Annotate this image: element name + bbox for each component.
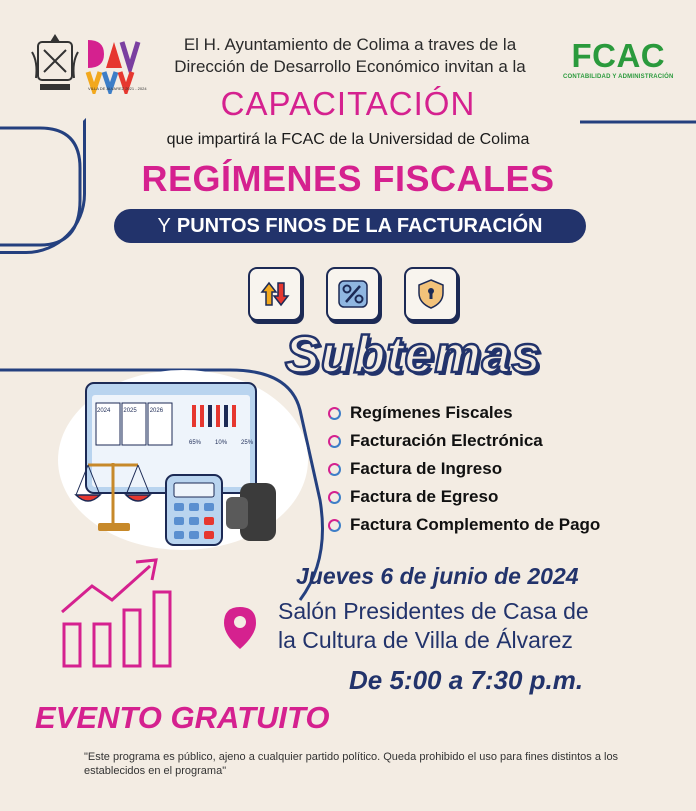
shield-icon	[404, 267, 458, 321]
finance-illustration	[58, 375, 308, 550]
updown-arrows-icon	[248, 267, 302, 321]
growth-chart-icon	[60, 552, 185, 670]
event-type: CAPACITACIÓN	[220, 85, 476, 122]
list-item: Facturación Electrónica	[328, 428, 600, 456]
subtemas-list	[328, 400, 600, 540]
year-label: 2025	[123, 408, 137, 414]
subtemas-heading: Subtemas	[285, 326, 542, 384]
fcac-logo	[563, 38, 674, 80]
intro-line-2: Dirección de Desarrollo Económico invitan a la	[174, 57, 526, 76]
fcac-title: FCAC	[571, 37, 666, 74]
subtitle-prefix: Y	[157, 215, 171, 237]
event-date: Jueves 6 de junio de 2024	[296, 563, 579, 589]
percent-label: 65%	[189, 440, 202, 446]
bullet-icon	[328, 519, 341, 532]
illustration-percents	[189, 440, 253, 446]
event-subtitle: PUNTOS FINOS DE LA FACTURACIÓN	[176, 215, 543, 237]
list-item: Regímenes Fiscales	[328, 400, 600, 428]
bullet-icon	[328, 491, 341, 504]
disclaimer-text: "Este programa es público, ajeno a cualquier partido político. Queda prohibido el uso para fines distintos a los establecidos en el programa"	[84, 751, 619, 777]
venue-line-2: la Cultura de Villa de Álvarez	[278, 627, 573, 653]
percent-label: 10%	[215, 440, 228, 446]
year-label: 2024	[97, 408, 111, 414]
intro-line-1: El H. Ayuntamiento de Colima a traves de la	[183, 35, 517, 54]
event-time: De 5:00 a 7:30 p.m.	[349, 665, 584, 695]
event-venue	[278, 597, 589, 655]
intro-text	[140, 34, 560, 78]
bullet-icon	[328, 463, 341, 476]
bullet-icon	[328, 407, 341, 420]
percent-label: 25%	[241, 440, 254, 446]
year-label: 2026	[149, 408, 164, 414]
illustration-years	[97, 408, 163, 414]
event-subtitle-pill	[114, 209, 586, 243]
venue-line-1: Salón Presidentes de Casa de	[278, 598, 589, 624]
fcac-subtitle: CONTABILIDAD Y ADMINISTRACIÓN	[563, 74, 674, 80]
list-item: Factura de Egreso	[328, 484, 600, 512]
list-item: Factura Complemento de Pago	[328, 512, 600, 540]
location-pin-icon	[222, 605, 258, 651]
list-item: Factura de Ingreso	[328, 456, 600, 484]
bullet-icon	[328, 435, 341, 448]
percent-icon	[326, 267, 380, 321]
presenter-text: que impartirá la FCAC de la Universidad de Colima	[166, 131, 530, 148]
free-event-label: EVENTO GRATUITO	[35, 700, 330, 735]
event-title: REGÍMENES FISCALES	[141, 158, 555, 199]
villa-logo-caption: VILLA DE ÁLVAREZ 2021 - 2024	[88, 86, 147, 91]
